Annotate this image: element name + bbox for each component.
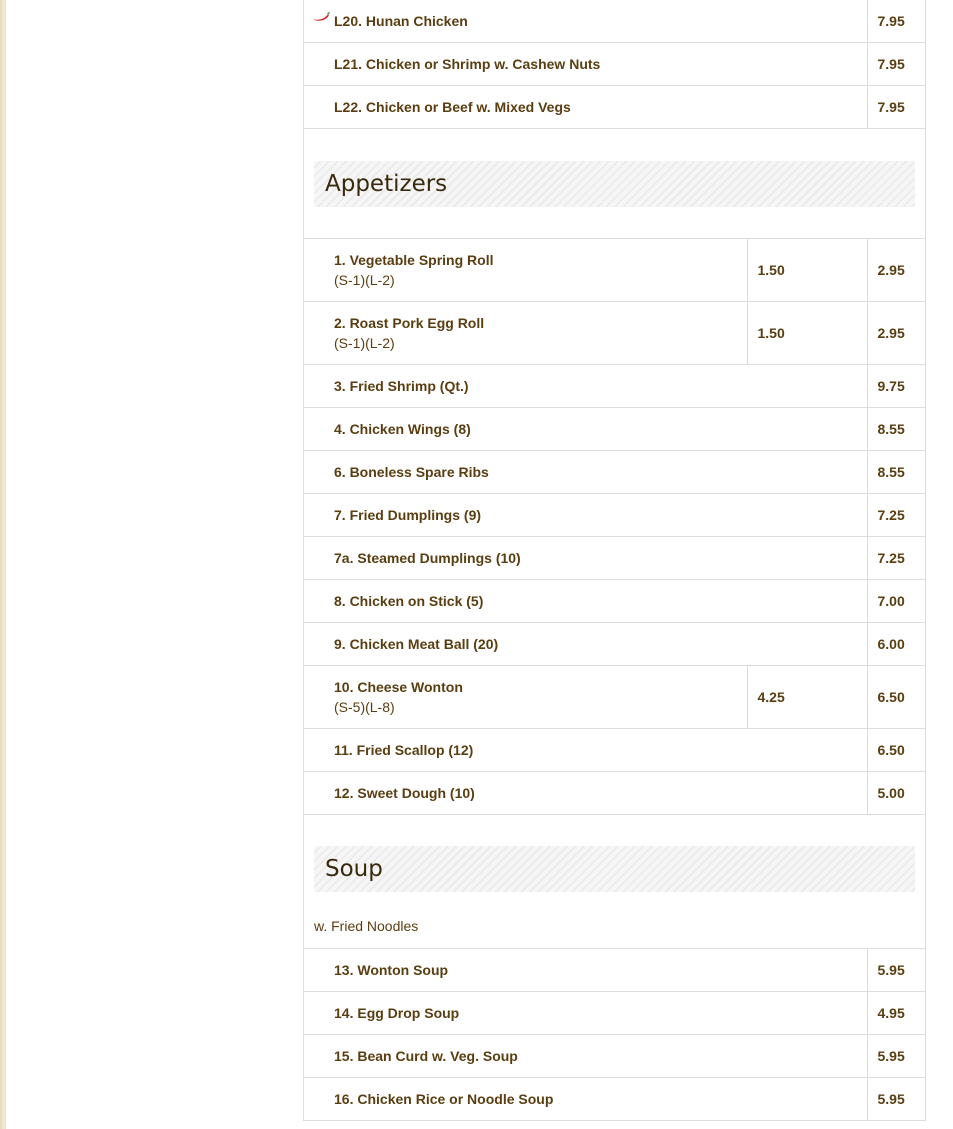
large-price: 2.95 xyxy=(867,302,925,365)
menu-item-name-cell xyxy=(304,992,867,1035)
menu-item-name: 8. Chicken on Stick (5) xyxy=(334,593,484,609)
menu-item-row[interactable] xyxy=(304,729,925,772)
section-heading: Soup xyxy=(325,856,383,882)
menu-item-name: 1. Vegetable Spring Roll xyxy=(334,252,494,268)
menu-item-row[interactable] xyxy=(304,992,925,1035)
page-left-border xyxy=(0,0,6,1129)
menu-content xyxy=(303,0,926,1121)
menu-item-name: L20. Hunan Chicken xyxy=(334,13,468,29)
menu-item-name: 16. Chicken Rice or Noodle Soup xyxy=(334,1091,554,1107)
section-heading: Appetizers xyxy=(325,171,448,197)
menu-item-row[interactable] xyxy=(304,949,925,992)
large-price: 4.95 xyxy=(867,992,925,1035)
menu-item-row[interactable] xyxy=(304,623,925,666)
menu-item-name: 13. Wonton Soup xyxy=(334,962,449,978)
menu-item-name-cell xyxy=(304,1078,867,1121)
soup-section-header xyxy=(304,815,925,949)
small-price: 1.50 xyxy=(747,302,867,365)
menu-item-row[interactable] xyxy=(304,494,925,537)
menu-item-name-cell xyxy=(304,772,867,815)
lunch-table xyxy=(304,0,925,129)
menu-item-size-note: (S-5)(L-8) xyxy=(334,699,395,715)
menu-item-name-cell xyxy=(304,302,747,365)
menu-item-size-note: (S-1)(L-2) xyxy=(334,335,395,351)
appetizers-banner xyxy=(314,161,915,207)
large-price: 2.95 xyxy=(867,239,925,302)
menu-item-name: 6. Boneless Spare Ribs xyxy=(334,464,489,480)
menu-item-name: 3. Fried Shrimp (Qt.) xyxy=(334,378,469,394)
menu-item-row[interactable] xyxy=(304,451,925,494)
large-price: 7.25 xyxy=(867,537,925,580)
menu-item-name-cell xyxy=(304,1035,867,1078)
menu-item-name-cell xyxy=(304,537,867,580)
menu-item-name: 12. Sweet Dough (10) xyxy=(334,785,475,801)
menu-item-row[interactable] xyxy=(304,1078,925,1121)
menu-item-name-cell xyxy=(304,408,867,451)
menu-item-name-cell xyxy=(304,43,867,86)
menu-item-name-cell xyxy=(304,365,867,408)
menu-item-name-cell xyxy=(304,494,867,537)
menu-item-name-cell xyxy=(304,949,867,992)
menu-item-row[interactable] xyxy=(304,666,925,729)
large-price: 8.55 xyxy=(867,451,925,494)
menu-item-name: 7. Fried Dumplings (9) xyxy=(334,507,482,523)
menu-item-name-cell xyxy=(304,666,747,729)
menu-item-name: 11. Fried Scallop (12) xyxy=(334,742,474,758)
menu-item-name-cell xyxy=(304,239,747,302)
large-price: 5.95 xyxy=(867,1078,925,1121)
menu-item-size-note: (S-1)(L-2) xyxy=(334,272,395,288)
menu-item-row[interactable] xyxy=(304,408,925,451)
menu-item-name: 2. Roast Pork Egg Roll xyxy=(334,315,485,331)
menu-item-row[interactable] xyxy=(304,302,925,365)
menu-item-name: 14. Egg Drop Soup xyxy=(334,1005,460,1021)
small-price: 1.50 xyxy=(747,239,867,302)
large-price: 7.95 xyxy=(867,0,925,43)
large-price: 6.50 xyxy=(867,666,925,729)
menu-item-name: 7a. Steamed Dumplings (10) xyxy=(334,550,521,566)
menu-item-name-cell xyxy=(304,451,867,494)
soup-banner xyxy=(314,846,915,892)
menu-item-row[interactable] xyxy=(304,365,925,408)
large-price: 5.95 xyxy=(867,949,925,992)
large-price: 8.55 xyxy=(867,408,925,451)
menu-item-row[interactable] xyxy=(304,1035,925,1078)
menu-item-row[interactable] xyxy=(304,43,925,86)
menu-item-row[interactable] xyxy=(304,772,925,815)
menu-item-name-cell xyxy=(304,623,867,666)
menu-item-name: L21. Chicken or Shrimp w. Cashew Nuts xyxy=(334,56,601,72)
section-note: w. Fried Noodles xyxy=(314,918,419,934)
menu-item-name: 9. Chicken Meat Ball (20) xyxy=(334,636,499,652)
large-price: 7.95 xyxy=(867,43,925,86)
menu-item-row[interactable] xyxy=(304,537,925,580)
menu-item-row[interactable] xyxy=(304,580,925,623)
large-price: 7.00 xyxy=(867,580,925,623)
large-price: 9.75 xyxy=(867,365,925,408)
menu-item-row[interactable] xyxy=(304,239,925,302)
menu-item-name: 4. Chicken Wings (8) xyxy=(334,421,471,437)
menu-item-row[interactable] xyxy=(304,86,925,129)
menu-item-name: 10. Cheese Wonton xyxy=(334,679,463,695)
menu-item-name-cell xyxy=(304,0,867,43)
large-price: 7.25 xyxy=(867,494,925,537)
large-price: 5.95 xyxy=(867,1035,925,1078)
menu-item-name-cell xyxy=(304,86,867,129)
large-price: 6.50 xyxy=(867,729,925,772)
menu-item-name: L22. Chicken or Beef w. Mixed Vegs xyxy=(334,99,571,115)
menu-item-name: 15. Bean Curd w. Veg. Soup xyxy=(334,1048,518,1064)
large-price: 7.95 xyxy=(867,86,925,129)
large-price: 5.00 xyxy=(867,772,925,815)
menu-item-row[interactable] xyxy=(304,0,925,43)
appetizers-section-header xyxy=(304,129,925,239)
appetizers-table xyxy=(304,239,925,815)
chili-pepper-icon xyxy=(312,12,330,22)
soup-table xyxy=(304,949,925,1121)
menu-item-name-cell xyxy=(304,729,867,772)
small-price: 4.25 xyxy=(747,666,867,729)
menu-item-name-cell xyxy=(304,580,867,623)
large-price: 6.00 xyxy=(867,623,925,666)
